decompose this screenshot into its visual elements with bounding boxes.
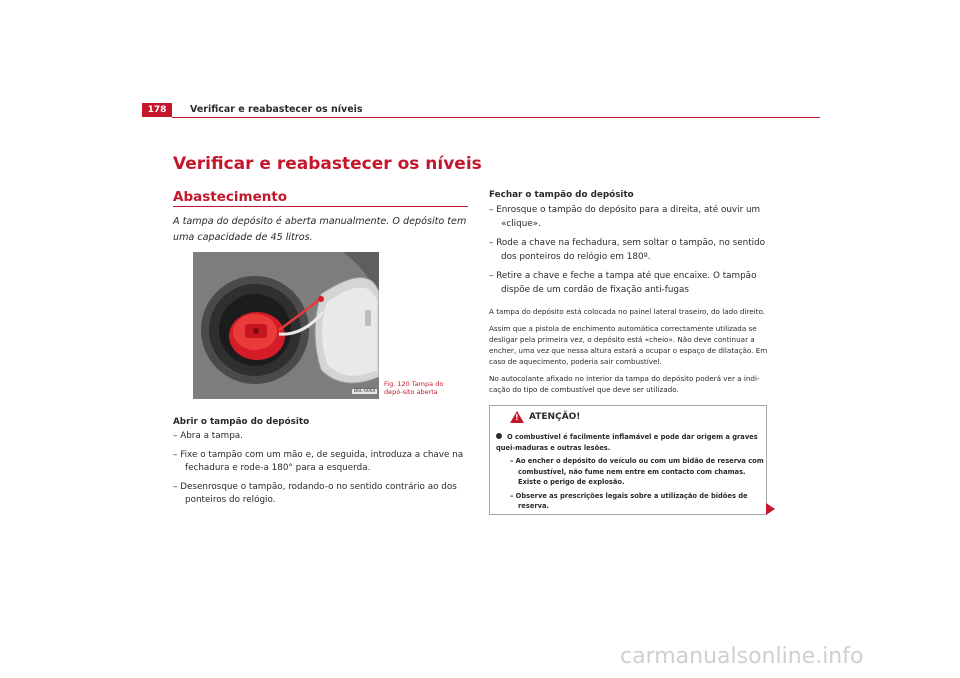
warning-body — [496, 432, 764, 512]
warning-bullet-item — [496, 432, 764, 453]
figure-caption: Fig. 120 Tampa do depó-sito aberta — [384, 380, 444, 396]
warning-subitem: – Observe as prescrições legais sobre a utilização de bidões de reserva. — [510, 491, 748, 510]
open-cap-step: – Fixe o tampão com um mão e, de seguida, introduza a chave na fechadura e rode-a 180° para a esquerda. — [173, 449, 464, 473]
warning-subitem: – Ao encher o depósito do veículo ou com um bidão de reserva com combustível, não fume nem entre em contacto com chamas. Existe o perigo de explosão. — [510, 457, 764, 486]
close-cap-step: – Enrosque o tampão do depósito para a direita, até ouvir um «clique». — [489, 205, 761, 229]
fuel-cap-illustration — [193, 252, 379, 399]
open-cap-step: – Desenrosque o tampão, rodando-o no sentido contrário ao dos ponteiros do relógio. — [173, 481, 457, 505]
body-paragraph: No autocolante afixado no interior da tampa do depósito poderá ver a indi-cação do tipo de combustível que deve ser utilizado. — [489, 374, 760, 394]
running-header: Verificar e reabastecer os níveis — [190, 104, 363, 115]
fuel-cap-drawing — [193, 252, 379, 399]
continue-arrow-icon — [766, 503, 775, 515]
figure-code: B6L-0060 — [354, 389, 376, 394]
header-rule — [172, 117, 820, 118]
close-cap-heading: Fechar o tampão do depósito — [489, 190, 634, 200]
close-cap-step: – Rode a chave na fechadura, sem soltar o tampão, no sentido dos ponteiros do relógio em 180º. — [489, 238, 766, 262]
open-cap-steps — [173, 430, 471, 513]
section-rule — [173, 206, 468, 207]
open-cap-heading: Abrir o tampão do depósito — [173, 417, 310, 427]
warning-title: ATENÇÃO! — [529, 412, 581, 422]
warning-bullet-text: O combustível é facilmente inflamável e pode dar origem a graves quei-maduras e outras lesões. — [496, 433, 758, 452]
warning-box — [489, 405, 767, 515]
body-paragraph: A tampa do depósito está colocada no painel lateral traseiro, do lado direito. — [489, 307, 766, 316]
warning-triangle-icon: ! — [510, 411, 524, 423]
close-cap-step: – Retire a chave e feche a tampa até que encaixe. O tampão dispõe de um cordão de fixação anti-fugas — [489, 271, 757, 295]
section-title: Abastecimento — [173, 189, 288, 205]
watermark: carmanualsonline.info — [620, 644, 864, 669]
bullet-icon — [496, 433, 502, 439]
section-intro: A tampa do depósito é aberta manualmente. O depósito tem uma capacidade de 45 litros. — [173, 216, 467, 243]
open-cap-step: – Abra a tampa. — [173, 431, 243, 441]
close-cap-steps — [489, 204, 771, 303]
page-title: Verificar e reabastecer os níveis — [173, 154, 482, 174]
page-number: 178 — [142, 103, 172, 117]
body-paragraph: Assim que a pistola de enchimento automática correctamente utilizada se desligar pela primeira vez, o depósito está «cheio». Não deve continuar a encher, uma vez que nessa altura estará a ocupar o espaço de dilatação. Em caso de aquecimento, poderia sair combustível. — [489, 324, 768, 366]
